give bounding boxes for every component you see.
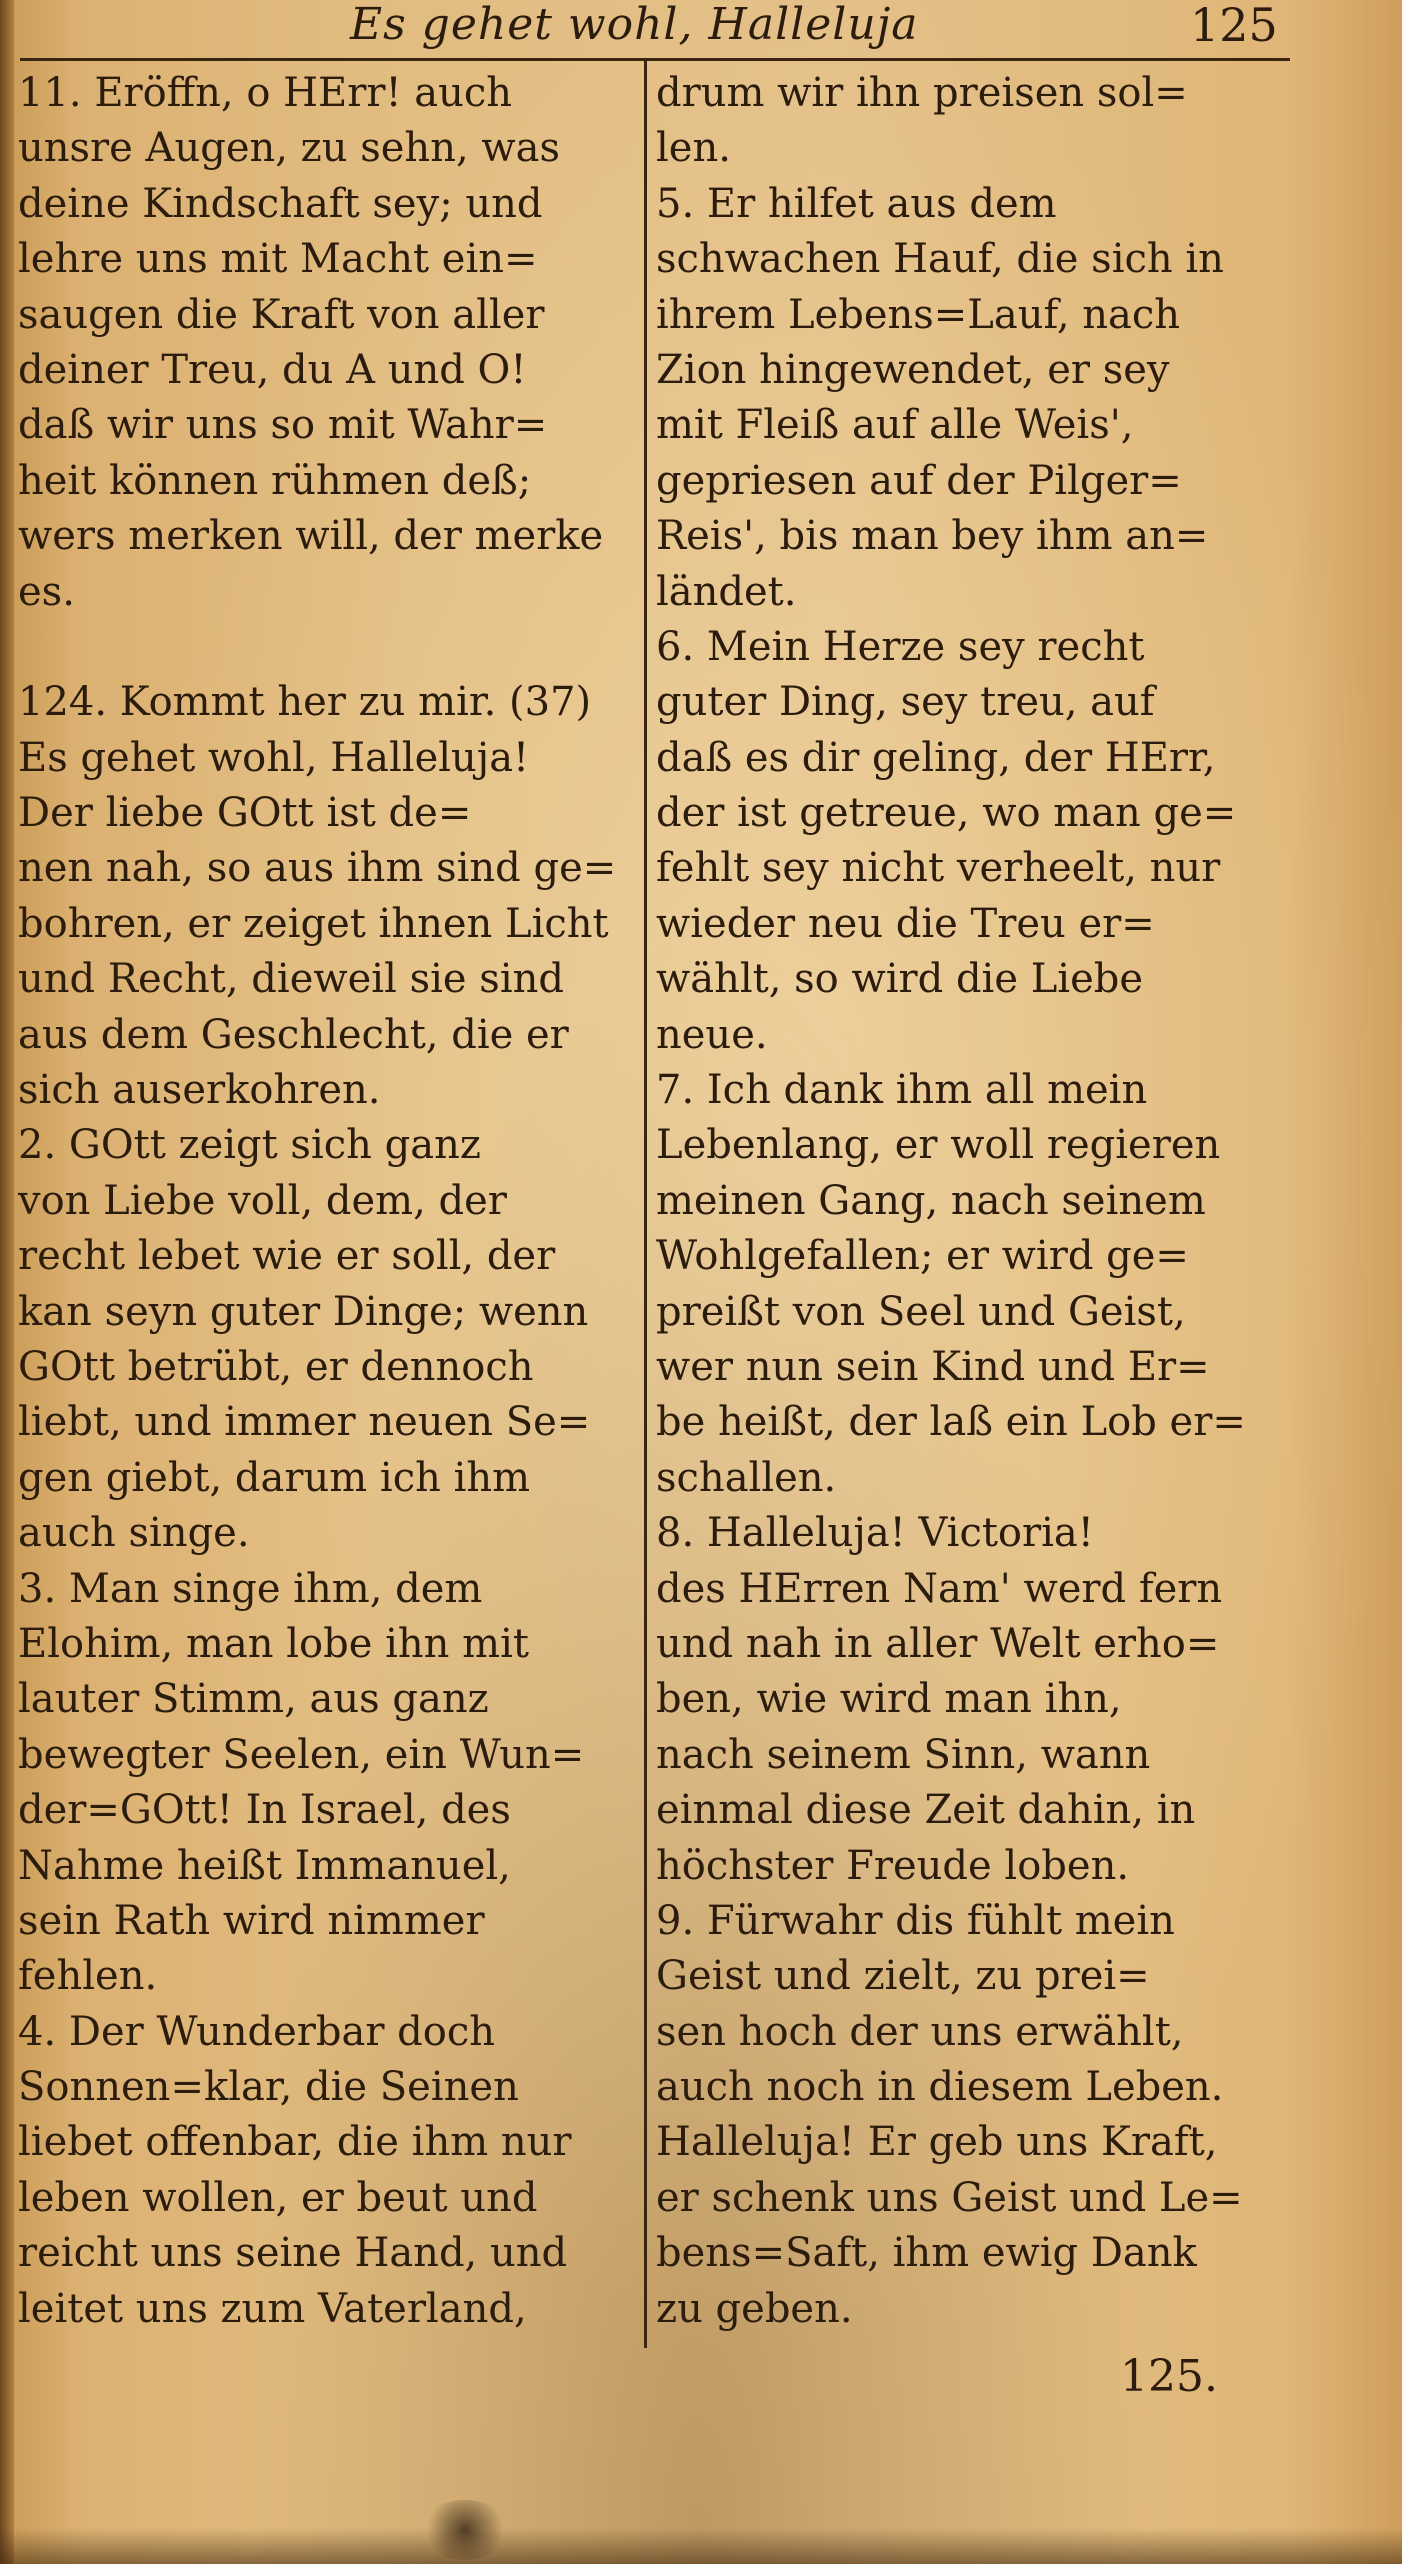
left-column-line: reicht uns seine Hand, und — [18, 2230, 568, 2277]
left-column-line: GOtt betrübt, er dennoch — [18, 1343, 534, 1390]
right-column-line: drum wir ihn preisen sol= — [656, 70, 1188, 116]
left-column-line: gen giebt, darum ich ihm — [18, 1454, 531, 1501]
left-column-line: deine Kindschaft sey; und — [18, 180, 543, 227]
right-column-line: ihrem Lebens=Lauf, nach — [656, 291, 1181, 338]
left-column-line: saugen die Kraft von aller — [18, 291, 545, 338]
left-column-line: leitet uns zum Vaterland, — [18, 2285, 527, 2332]
left-column-line: lauter Stimm, aus ganz — [18, 1676, 489, 1723]
left-column-line: sich auserkohren. — [18, 1067, 381, 1114]
right-column-line: gepriesen auf der Pilger= — [656, 457, 1182, 504]
left-column-line: 3. Man singe ihm, dem — [18, 1565, 483, 1612]
left-column-line: leben wollen, er beut und — [18, 2174, 538, 2221]
right-column-line: ländet. — [656, 568, 797, 615]
column-divider — [644, 58, 647, 2348]
right-column-line: Geist und zielt, zu prei= — [656, 1953, 1150, 2000]
right-column-line: bens=Saft, ihm ewig Dank — [656, 2230, 1197, 2277]
page-number-top: 125 — [1190, 0, 1278, 52]
left-column-line: lehre uns mit Macht ein= — [18, 236, 538, 283]
left-column-line: es. — [18, 568, 75, 615]
right-column-line: der ist getreue, wo man ge= — [656, 790, 1237, 837]
left-column-line — [18, 620, 638, 675]
left-column-line: unsre Augen, zu sehn, was — [18, 125, 560, 172]
right-column-line: be heißt, der laß ein Lob er= — [656, 1399, 1246, 1446]
right-column-line: meinen Gang, nach seinem — [656, 1177, 1206, 1224]
left-column-line: heit können rühmen deß; — [18, 457, 532, 504]
right-column-line: mit Fleiß auf alle Weis', — [656, 402, 1134, 449]
right-column-line: Wohlgefallen; er wird ge= — [656, 1233, 1189, 1280]
right-column-line: preißt von Seel und Geist, — [656, 1288, 1186, 1335]
right-column-line: nach seinem Sinn, wann — [656, 1731, 1151, 1778]
left-column-line: und Recht, dieweil sie sind — [18, 956, 564, 1003]
right-column-line: 9. Fürwahr dis fühlt mein — [656, 1897, 1175, 1944]
left-column-line: Nahme heißt Immanuel, — [18, 1842, 511, 1889]
right-column-line: Reis', bis man bey ihm an= — [656, 513, 1209, 560]
right-column-line: schallen. — [656, 1454, 837, 1501]
right-column-line: 8. Halleluja! Victoria! — [656, 1510, 1094, 1557]
right-column-line: Halleluja! Er geb uns Kraft, — [656, 2119, 1218, 2166]
right-column-line: 6. Mein Herze sey recht — [656, 623, 1145, 670]
left-column-line: bewegter Seelen, ein Wun= — [18, 1731, 585, 1778]
right-column-line: 5. Er hilfet aus dem — [656, 180, 1057, 227]
right-column-line: len. — [656, 125, 731, 172]
right-column-line: neue. — [656, 1011, 768, 1058]
right-column — [656, 66, 1286, 2337]
left-column-line: recht lebet wie er soll, der — [18, 1233, 556, 1280]
page-number-bottom: 125. — [1120, 2351, 1218, 2402]
right-column-line: und nah in aller Welt erho= — [656, 1620, 1220, 1667]
left-column-line: sein Rath wird nimmer — [18, 1897, 485, 1944]
right-column-line: sen hoch der uns erwählt, — [656, 2008, 1184, 2055]
left-column-line: aus dem Geschlecht, die er — [18, 1011, 569, 1058]
left-column-line: wers merken will, der merke — [18, 513, 604, 560]
left-column-line: daß wir uns so mit Wahr= — [18, 402, 548, 449]
right-column-line: ben, wie wird man ihn, — [656, 1676, 1122, 1723]
right-column-line: schwachen Hauf, die sich in — [656, 236, 1224, 283]
right-column-line: guter Ding, sey treu, auf — [656, 679, 1155, 726]
left-column-line: liebt, und immer neuen Se= — [18, 1399, 591, 1446]
left-column-line: Elohim, man lobe ihn mit — [18, 1620, 529, 1667]
left-column — [18, 66, 638, 2337]
left-column-line: Sonnen=klar, die Seinen — [18, 2064, 519, 2111]
left-column-line: 2. GOtt zeigt sich ganz — [18, 1122, 481, 1169]
right-column-line: daß es dir geling, der HErr, — [656, 734, 1216, 781]
page-left-edge — [0, 0, 14, 2564]
left-column-line: bohren, er zeiget ihnen Licht — [18, 900, 609, 947]
left-column-line: fehlen. — [18, 1953, 158, 2000]
right-column-line: auch noch in diesem Leben. — [656, 2064, 1224, 2111]
right-column-line: wählt, so wird die Liebe — [656, 956, 1144, 1003]
left-column-line: auch singe. — [18, 1510, 250, 1557]
left-column-line: 11. Eröffn, o HErr! auch — [18, 70, 513, 116]
left-column-line: 124. Kommt her zu mir. (37) — [18, 679, 592, 726]
right-column-line: des HErren Nam' werd fern — [656, 1565, 1223, 1612]
left-column-line: Es gehet wohl, Halleluja! — [18, 734, 530, 781]
left-column-line: deiner Treu, du A und O! — [18, 346, 527, 393]
left-column-line: kan seyn guter Dinge; wenn — [18, 1288, 589, 1335]
header-rule — [20, 58, 1290, 61]
running-title: Es gehet wohl, Halleluja — [350, 0, 919, 50]
left-column-line: Der liebe GOtt ist de= — [18, 790, 472, 837]
left-column-line: der=GOtt! In Israel, des — [18, 1787, 511, 1834]
right-column-line: wer nun sein Kind und Er= — [656, 1343, 1210, 1390]
left-column-line: von Liebe voll, dem, der — [18, 1177, 507, 1224]
right-column-line: höchster Freude loben. — [656, 1842, 1130, 1889]
right-column-line: zu geben. — [656, 2285, 853, 2332]
right-column-line: er schenk uns Geist und Le= — [656, 2174, 1243, 2221]
right-column-line: fehlt sey nicht verheelt, nur — [656, 845, 1221, 892]
right-column-line: wieder neu die Treu er= — [656, 900, 1155, 947]
right-column-line: einmal diese Zeit dahin, in — [656, 1787, 1196, 1834]
right-column-line: 7. Ich dank ihm all mein — [656, 1067, 1148, 1114]
right-column-line: Zion hingewendet, er sey — [656, 346, 1170, 393]
right-column-line: Lebenlang, er woll regieren — [656, 1122, 1221, 1169]
left-column-line: liebet offenbar, die ihm nur — [18, 2119, 572, 2166]
page-bottom-edge — [0, 2528, 1402, 2564]
left-column-line: 4. Der Wunderbar doch — [18, 2008, 496, 2055]
left-column-line: nen nah, so aus ihm sind ge= — [18, 845, 617, 892]
